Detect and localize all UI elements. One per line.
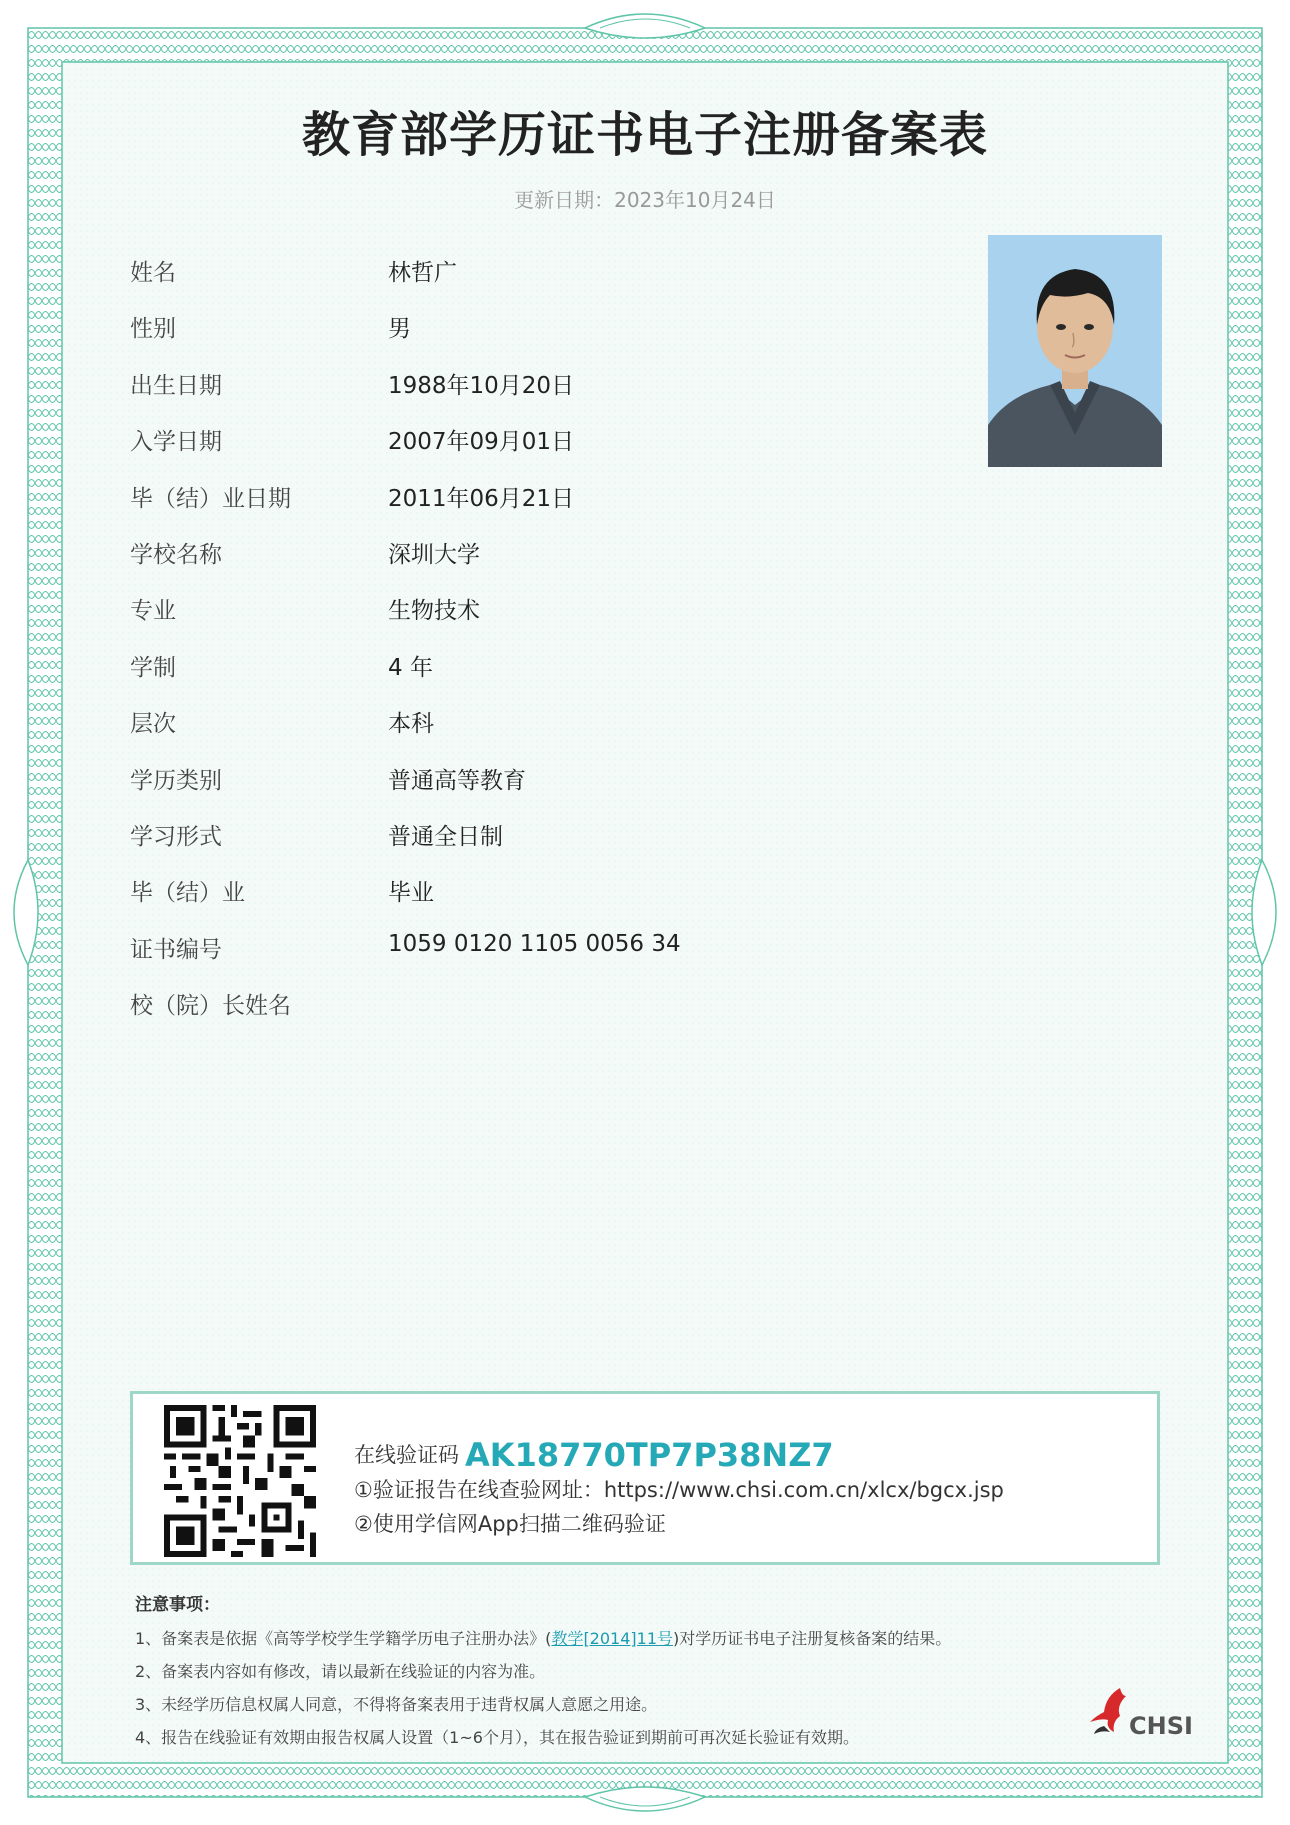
field-row-study-mode	[130, 810, 850, 866]
field-label: 证书编号	[130, 936, 222, 963]
field-value: 1059 0120 1105 0056 34	[388, 930, 681, 957]
chsi-logo-text: CHSI	[1129, 1712, 1193, 1740]
field-row-president-name	[130, 979, 850, 1035]
field-row-birthdate	[130, 359, 850, 415]
field-label: 学制	[130, 654, 176, 681]
verification-app: ②使用学信网App扫描二维码验证	[354, 1512, 666, 1536]
verification-code: AK18770TP7P38NZ7	[465, 1436, 834, 1474]
field-row-level	[130, 697, 850, 753]
qr-code	[164, 1405, 316, 1557]
verification-code-line	[354, 1432, 834, 1474]
field-label: 学习形式	[130, 823, 222, 850]
field-row-name	[130, 246, 850, 302]
field-value: 4 年	[388, 654, 433, 681]
field-label: 性别	[130, 316, 176, 343]
field-row-duration	[130, 641, 850, 697]
field-value: 男	[388, 316, 411, 343]
field-label: 毕（结）业	[130, 880, 245, 907]
field-value: 林哲广	[388, 260, 457, 286]
field-row-certificate-number	[130, 923, 850, 979]
note-item	[135, 1626, 951, 1649]
id-photo	[988, 235, 1162, 467]
field-value: 毕业	[388, 880, 434, 907]
field-row-school	[130, 528, 850, 584]
field-label: 专业	[130, 598, 176, 625]
field-row-gender	[130, 302, 850, 358]
note-item: 2、备案表内容如有修改，请以最新在线验证的内容为准。	[135, 1662, 546, 1681]
note-text: 1、备案表是依据《高等学校学生学籍学历电子注册办法》(	[135, 1629, 552, 1648]
record-fields	[130, 246, 850, 1035]
verification-label: 在线验证码	[354, 1443, 459, 1467]
note-item: 3、未经学历信息权属人同意，不得将备案表用于违背权属人意愿之用途。	[135, 1695, 658, 1714]
field-label: 姓名	[130, 260, 176, 286]
field-label: 学历类别	[130, 767, 222, 794]
regulation-link[interactable]: 教学[2014]11号	[551, 1629, 674, 1648]
verification-url: ①验证报告在线查验网址：https://www.chsi.com.cn/xlcx/bgcx.jsp	[354, 1478, 1004, 1502]
update-date: 更新日期：2023年10月24日	[514, 188, 776, 212]
field-row-graduation-date	[130, 472, 850, 528]
field-value: 本科	[388, 711, 434, 738]
page-title: 教育部学历证书电子注册备案表	[301, 107, 988, 163]
field-value: 深圳大学	[388, 541, 480, 568]
field-value: 普通高等教育	[388, 767, 526, 794]
field-label: 学校名称	[130, 541, 222, 568]
note-item: 4、报告在线验证有效期由报告权属人设置（1~6个月），其在报告验证到期前可再次延长验证有效期。	[135, 1728, 859, 1747]
field-value: 生物技术	[388, 598, 480, 625]
field-value: 1988年10月20日	[388, 372, 575, 399]
field-label: 校（院）长姓名	[130, 993, 291, 1020]
notes-title: 注意事项：	[135, 1595, 220, 1615]
field-value: 2011年06月21日	[388, 485, 575, 512]
field-row-enrollment-date	[130, 415, 850, 471]
field-row-major	[130, 584, 850, 640]
field-label: 层次	[130, 711, 176, 738]
field-label: 出生日期	[130, 372, 222, 399]
field-value: 普通全日制	[388, 823, 503, 850]
field-row-graduation-status	[130, 866, 850, 922]
field-row-education-type	[130, 754, 850, 810]
field-label: 入学日期	[130, 429, 222, 456]
field-value: 2007年09月01日	[388, 429, 575, 456]
note-text: )对学历证书电子注册复核备案的结果。	[673, 1629, 952, 1648]
field-label: 毕（结）业日期	[130, 485, 291, 512]
